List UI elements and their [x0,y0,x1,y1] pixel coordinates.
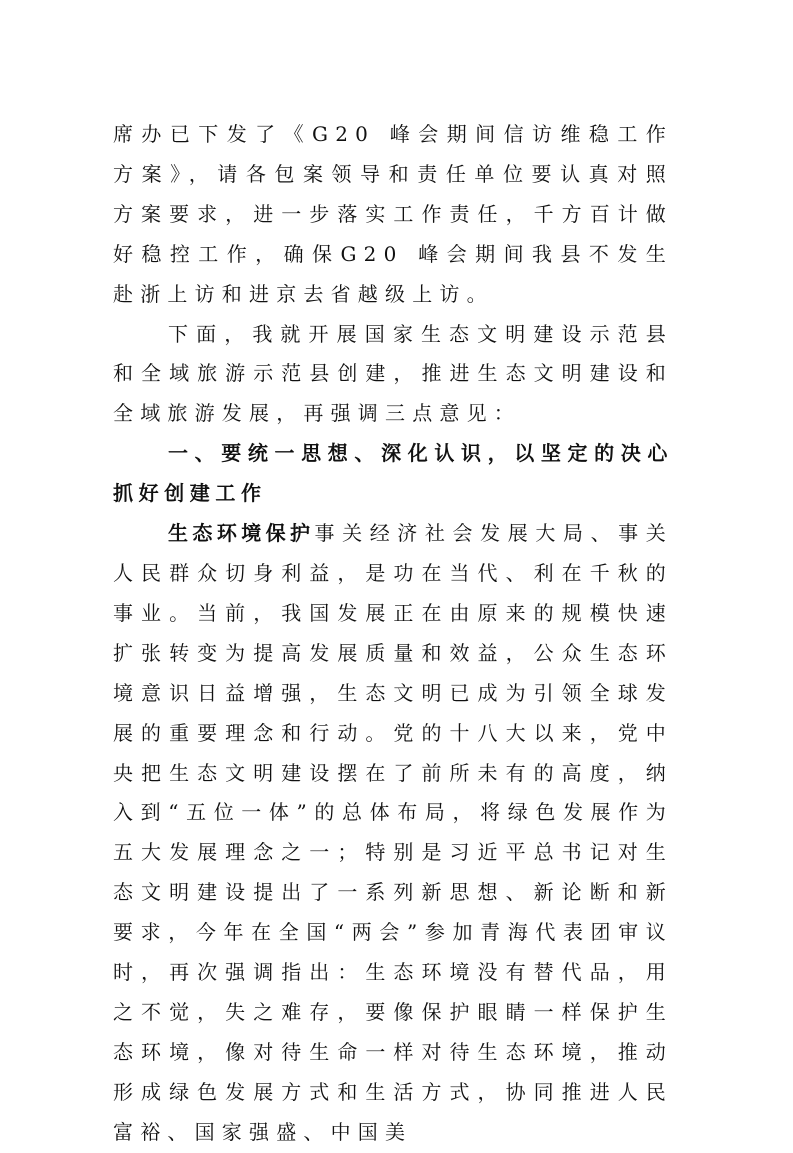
paragraph-ecology-body: 事关经济社会发展大局、事关人民群众切身利益，是功在当代、利在千秋的事业。当前，我国发展正在由原来的规模快速扩张转变为提高发展质量和效益，公众生态环境意识日益增强，生态文明已成为引领全球发展的重要理念和行动。党的十八大以来，党中央把生态文明建设摆在了前所未有的高度，纳入到“五位一体”的总体布局，将绿色发展作为五大发展理念之一；特别是习近平总书记对生态文明建设提出了一系列新思想、新论断和新要求，今年在全国“两会”参加青海代表团审议时，再次强调指出：生态环境没有替代品，用之不觉，失之难存，要像保护眼睛一样保护生态环境，像对待生命一样对待生态环境，推动形成绿色发展方式和生活方式，协同推进人民富裕、国家强盛、中国美 [113,521,673,1144]
section-heading-1: 一、要统一思想、深化认识，以坚定的决心抓好创建工作 [113,441,673,506]
lead-phrase-bold: 生态环境保护 [168,521,315,546]
paragraph-summit-stability: 席办已下发了《G20 峰会期间信访维稳工作方案》，请各包案领导和责任单位要认真对照方案要求，进一步落实工作责任，千方百计做好稳控工作，确保G20 峰会期间我县不发生赴浙上访和进京去省越级上访。 [113,122,673,306]
paragraph-intro-three-points: 下面，我就开展国家生态文明建设示范县和全域旅游示范县创建，推进生态文明建设和全域旅游发展，再强调三点意见： [113,321,673,426]
document-page [113,115,673,1153]
paragraph-ecology [113,514,673,1153]
